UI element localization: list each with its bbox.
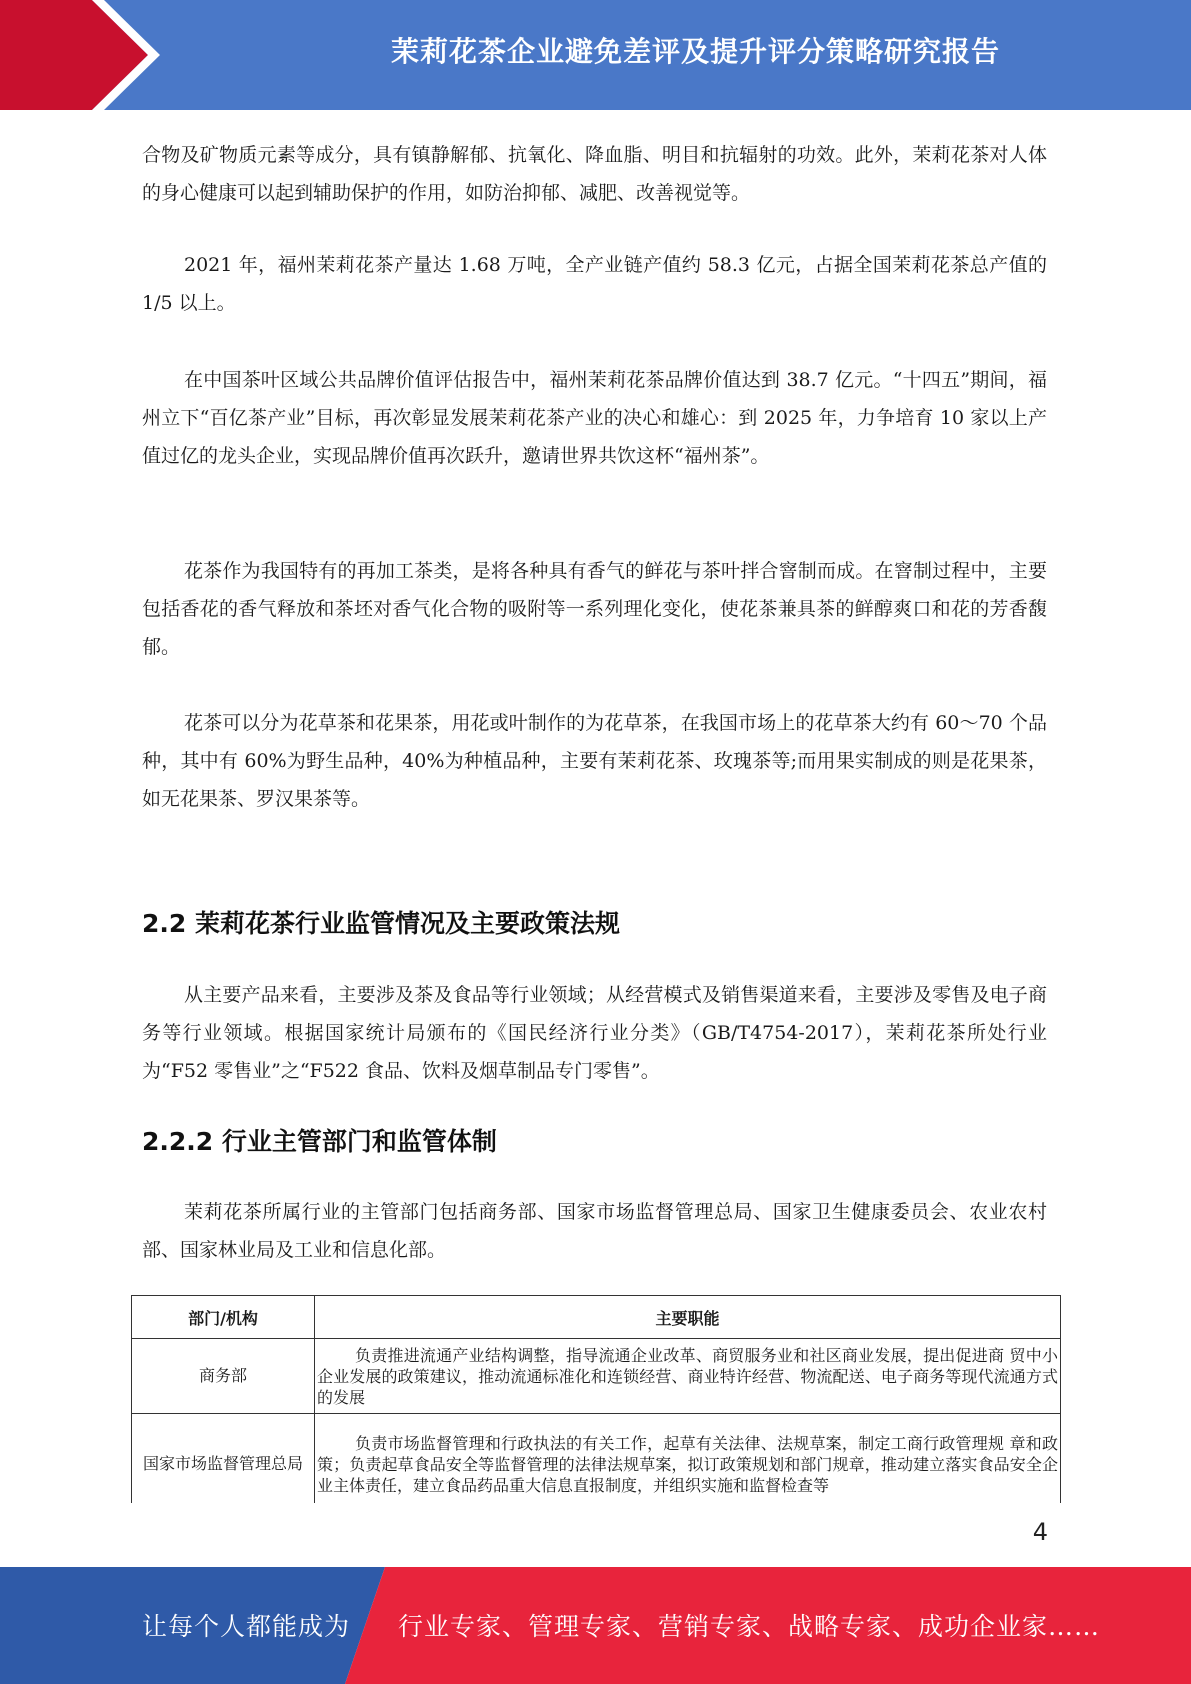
section-heading-2-2-2: 2.2.2 行业主管部门和监管体制 [142, 1127, 497, 1156]
table-row [132, 1339, 1061, 1414]
paragraph-benefits: 合物及矿物质元素等成分，具有镇静解郁、抗氧化、降血脂、明目和抗辐射的功效。此外，茉莉花茶对人体的身心健康可以起到辅助保护的作用，如防治抑郁、减肥、改善视觉等。 [142, 144, 1047, 204]
table-cell-dept: 商务部 [132, 1339, 315, 1414]
footer-slogan-left: 让每个人都能成为 [142, 1612, 351, 1641]
report-footer [0, 1567, 1191, 1684]
report-header [0, 0, 1191, 110]
table-header-duty: 主要职能 [315, 1296, 1061, 1339]
table-cell-duty: 负责推进流通产业结构调整，指导流通企业改革、商贸服务业和社区商业发展，提出促进商 贸中小企业发展的政策建议，推动流通标准化和连锁经营、商业特许经营、物流配送、电子商务等现代流通方式的发展 [315, 1339, 1061, 1414]
footer-slogan-right: 行业专家、管理专家、营销专家、战略专家、成功企业家…… [398, 1612, 1101, 1641]
table-cell-dept: 国家市场监督管理总局 [132, 1414, 315, 1515]
paragraph-brand-value: 在中国茶叶区域公共品牌价值评估报告中，福州茉莉花茶品牌价值达到 38.7 亿元。“十四五”期间，福州立下“百亿茶产业”目标，再次彰显发展茉莉花茶产业的决心和雄心：到 2025 年，力争培育 10 家以上产值过亿的龙头企业，实现品牌价值再次跃升，邀请世界共饮这杯“福州茶”。 [142, 369, 1047, 467]
page-number: 4 [1032, 1518, 1048, 1546]
table-header-dept: 部门/机构 [132, 1296, 315, 1339]
page-break-mask [120, 1503, 1080, 1523]
table-row [132, 1414, 1061, 1515]
authorities-table [131, 1295, 1061, 1515]
chevron-arrow-icon [0, 0, 200, 110]
paragraph-industry-classification: 从主要产品来看，主要涉及茶及食品等行业领域；从经营模式及销售渠道来看，主要涉及零售及电子商务等行业领域。根据国家统计局颁布的《国民经济行业分类》（GB/T4754-2017），茉莉花茶所处行业为“F52 零售业”之“F522 食品、饮料及烟草制品专门零售”。 [142, 984, 1047, 1082]
table-header-row [132, 1296, 1061, 1339]
paragraph-production: 2021 年，福州茉莉花茶产量达 1.68 万吨，全产业链产值约 58.3 亿元，占据全国茉莉花茶总产值的 1/5 以上。 [142, 254, 1047, 314]
paragraph-authorities: 茉莉花茶所属行业的主管部门包括商务部、国家市场监督管理总局、国家卫生健康委员会、农业农村部、国家林业局及工业和信息化部。 [142, 1201, 1047, 1261]
report-title: 茉莉花茶企业避免差评及提升评分策略研究报告 [390, 35, 1000, 68]
paragraph-categories: 花茶可以分为花草茶和花果茶，用花或叶制作的为花草茶，在我国市场上的花草茶大约有 60～70 个品种，其中有 60%为野生品种，40%为种植品种，主要有茉莉花茶、玫瑰茶等;而用果实制成的则是花果茶，如无花果茶、罗汉果茶等。 [142, 712, 1047, 810]
table-cell-duty: 负责市场监督管理和行政执法的有关工作，起草有关法律、法规草案，制定工商行政管理规 章和政策；负责起草食品安全等监督管理的法律法规草案，拟订政策规划和部门规章，推动建立落实食品安全企业主体责任，建立食品药品重大信息直报制度，并组织实施和监督检查等 [315, 1414, 1061, 1515]
section-heading-2-2: 2.2 茉莉花茶行业监管情况及主要政策法规 [142, 909, 620, 938]
paragraph-scenting: 花茶作为我国特有的再加工茶类，是将各种具有香气的鲜花与茶叶拌合窨制而成。在窨制过程中，主要包括香花的香气释放和茶坯对香气化合物的吸附等一系列理化变化，使花茶兼具茶的鲜醇爽口和花的芳香馥郁。 [142, 560, 1047, 658]
